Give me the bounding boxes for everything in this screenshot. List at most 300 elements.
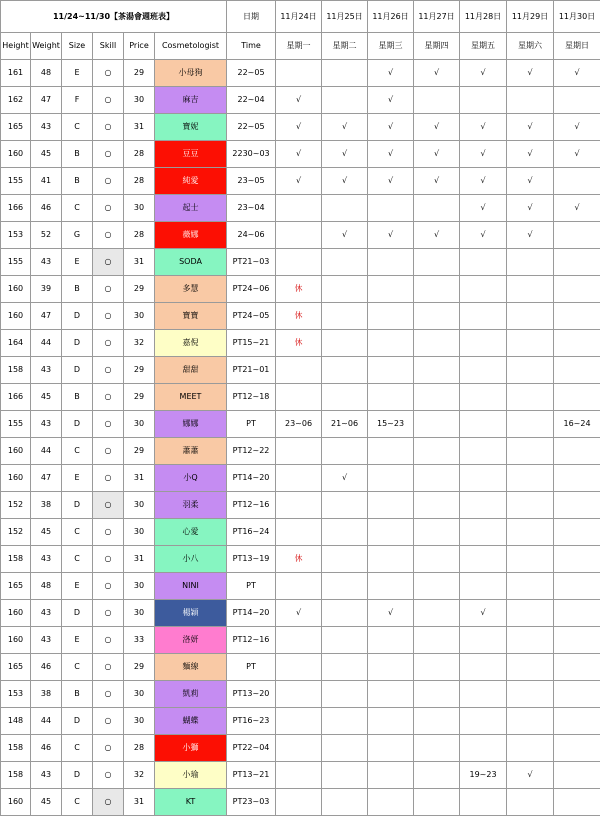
table-row — [1, 330, 600, 357]
day-cell — [276, 573, 322, 600]
day-hours: 15~23 — [368, 411, 414, 438]
height-cell: 162 — [1, 87, 31, 114]
cosmetologist-name: 小八 — [155, 546, 227, 573]
cosmetologist-name: 蕭蕭 — [155, 438, 227, 465]
weight-cell: 48 — [31, 573, 62, 600]
weekday-header: 星期二 — [322, 33, 368, 60]
day-cell — [460, 519, 507, 546]
weekday-header: 星期六 — [507, 33, 554, 60]
weight-cell: 43 — [31, 546, 62, 573]
day-hours: 19~23 — [460, 762, 507, 789]
cosmetologist-name: 寶妮 — [155, 114, 227, 141]
size-cell: C — [62, 114, 93, 141]
day-cell — [322, 384, 368, 411]
day-cell — [368, 357, 414, 384]
weight-cell: 44 — [31, 330, 62, 357]
day-cell — [368, 681, 414, 708]
day-cell — [554, 357, 600, 384]
cosmetologist-name: KT — [155, 789, 227, 816]
day-cell — [414, 330, 460, 357]
day-cell — [507, 600, 554, 627]
day-off: 休 — [276, 546, 322, 573]
day-check: √ — [276, 114, 322, 141]
table-row — [1, 411, 600, 438]
day-cell — [322, 438, 368, 465]
weight-cell: 43 — [31, 600, 62, 627]
day-cell — [368, 708, 414, 735]
column-header-weight: Weight — [31, 33, 62, 60]
size-cell: F — [62, 87, 93, 114]
table-row — [1, 357, 600, 384]
day-cell — [322, 519, 368, 546]
price-cell: 29 — [124, 438, 155, 465]
height-cell: 160 — [1, 600, 31, 627]
cosmetologist-name: 小母狗 — [155, 60, 227, 87]
day-cell — [460, 492, 507, 519]
day-cell — [554, 789, 600, 816]
day-cell — [507, 519, 554, 546]
day-check: √ — [554, 60, 600, 87]
day-cell — [322, 735, 368, 762]
date-header: 11月30日 — [554, 1, 600, 33]
day-cell — [414, 276, 460, 303]
skill-cell: ○ — [93, 438, 124, 465]
size-cell: D — [62, 357, 93, 384]
day-cell — [322, 600, 368, 627]
day-check: √ — [276, 87, 322, 114]
day-cell — [322, 789, 368, 816]
size-cell: G — [62, 222, 93, 249]
day-cell — [276, 60, 322, 87]
day-cell — [368, 276, 414, 303]
day-cell — [554, 249, 600, 276]
weight-cell: 47 — [31, 303, 62, 330]
time-cell: PT12~22 — [227, 438, 276, 465]
time-cell: 23~05 — [227, 168, 276, 195]
day-check: √ — [276, 141, 322, 168]
title-row — [1, 1, 600, 33]
skill-cell: ○ — [93, 708, 124, 735]
day-cell — [276, 465, 322, 492]
day-cell — [554, 573, 600, 600]
weekday-header: 星期一 — [276, 33, 322, 60]
day-cell — [507, 249, 554, 276]
cosmetologist-name: 純愛 — [155, 168, 227, 195]
day-cell — [414, 546, 460, 573]
size-cell: C — [62, 735, 93, 762]
day-cell — [322, 330, 368, 357]
cosmetologist-name: NINI — [155, 573, 227, 600]
day-cell — [322, 276, 368, 303]
day-cell — [460, 735, 507, 762]
day-cell — [414, 762, 460, 789]
day-cell — [322, 357, 368, 384]
skill-cell: ○ — [93, 546, 124, 573]
day-cell — [460, 384, 507, 411]
day-cell — [368, 654, 414, 681]
day-cell — [368, 546, 414, 573]
day-cell — [368, 627, 414, 654]
table-row — [1, 762, 600, 789]
size-cell: E — [62, 627, 93, 654]
height-cell: 152 — [1, 492, 31, 519]
price-cell: 28 — [124, 222, 155, 249]
cosmetologist-name: 楊穎 — [155, 600, 227, 627]
column-header-price: Price — [124, 33, 155, 60]
weight-cell: 39 — [31, 276, 62, 303]
skill-cell: ○ — [93, 168, 124, 195]
day-cell — [322, 546, 368, 573]
day-cell — [414, 654, 460, 681]
day-cell — [507, 357, 554, 384]
day-cell — [507, 303, 554, 330]
day-cell — [368, 249, 414, 276]
time-cell: 22~05 — [227, 60, 276, 87]
weight-cell: 38 — [31, 492, 62, 519]
size-cell: D — [62, 303, 93, 330]
time-cell: PT14~20 — [227, 600, 276, 627]
weight-cell: 44 — [31, 708, 62, 735]
day-cell — [460, 330, 507, 357]
day-check: √ — [507, 762, 554, 789]
day-cell — [554, 87, 600, 114]
weekday-header: 星期三 — [368, 33, 414, 60]
day-cell — [554, 492, 600, 519]
day-cell — [414, 303, 460, 330]
time-cell: PT12~18 — [227, 384, 276, 411]
day-cell — [507, 384, 554, 411]
day-cell — [322, 627, 368, 654]
day-check: √ — [368, 168, 414, 195]
day-check: √ — [276, 168, 322, 195]
height-cell: 153 — [1, 222, 31, 249]
skill-cell: ○ — [93, 357, 124, 384]
size-cell: D — [62, 492, 93, 519]
day-cell — [460, 465, 507, 492]
weight-cell: 46 — [31, 735, 62, 762]
day-cell — [276, 789, 322, 816]
day-cell — [507, 627, 554, 654]
weight-cell: 45 — [31, 384, 62, 411]
day-hours: 21~06 — [322, 411, 368, 438]
table-row — [1, 114, 600, 141]
day-check: √ — [554, 141, 600, 168]
table-row — [1, 276, 600, 303]
price-cell: 30 — [124, 87, 155, 114]
day-cell — [554, 627, 600, 654]
day-cell — [414, 195, 460, 222]
time-cell: PT16~23 — [227, 708, 276, 735]
table-row — [1, 654, 600, 681]
day-check: √ — [322, 141, 368, 168]
time-cell: PT22~04 — [227, 735, 276, 762]
cosmetologist-name: 多慧 — [155, 276, 227, 303]
day-cell — [507, 438, 554, 465]
day-check: √ — [322, 222, 368, 249]
height-cell: 148 — [1, 708, 31, 735]
size-cell: E — [62, 60, 93, 87]
price-cell: 29 — [124, 60, 155, 87]
height-cell: 158 — [1, 357, 31, 384]
table-row — [1, 708, 600, 735]
height-cell: 160 — [1, 465, 31, 492]
day-cell — [507, 465, 554, 492]
table-row — [1, 438, 600, 465]
day-off: 休 — [276, 276, 322, 303]
day-cell — [322, 708, 368, 735]
time-cell: 22~05 — [227, 114, 276, 141]
day-cell — [460, 789, 507, 816]
day-cell — [276, 222, 322, 249]
price-cell: 31 — [124, 249, 155, 276]
price-cell: 30 — [124, 681, 155, 708]
price-cell: 30 — [124, 195, 155, 222]
day-check: √ — [460, 60, 507, 87]
weight-cell: 45 — [31, 519, 62, 546]
cosmetologist-name: 小瑜 — [155, 762, 227, 789]
time-cell: PT23~03 — [227, 789, 276, 816]
day-cell — [276, 357, 322, 384]
day-cell — [368, 762, 414, 789]
time-cell: 23~04 — [227, 195, 276, 222]
weight-cell: 38 — [31, 681, 62, 708]
day-cell — [414, 384, 460, 411]
table-row — [1, 222, 600, 249]
day-cell — [414, 492, 460, 519]
price-cell: 30 — [124, 519, 155, 546]
table-row — [1, 303, 600, 330]
day-cell — [322, 249, 368, 276]
day-cell — [276, 384, 322, 411]
price-cell: 32 — [124, 762, 155, 789]
day-cell — [507, 789, 554, 816]
skill-cell: ○ — [93, 600, 124, 627]
cosmetologist-name: SODA — [155, 249, 227, 276]
day-cell — [554, 384, 600, 411]
size-cell: D — [62, 330, 93, 357]
day-cell — [507, 411, 554, 438]
table-row — [1, 384, 600, 411]
cosmetologist-name: 小Q — [155, 465, 227, 492]
day-check: √ — [414, 222, 460, 249]
day-cell — [276, 708, 322, 735]
table-row — [1, 546, 600, 573]
day-cell — [414, 411, 460, 438]
cosmetologist-name: 嘉倪 — [155, 330, 227, 357]
skill-cell: ○ — [93, 411, 124, 438]
time-cell: PT24~05 — [227, 303, 276, 330]
day-cell — [554, 519, 600, 546]
table-row — [1, 60, 600, 87]
day-check: √ — [507, 141, 554, 168]
day-cell — [414, 708, 460, 735]
skill-cell: ○ — [93, 60, 124, 87]
time-cell: PT21~03 — [227, 249, 276, 276]
day-cell — [414, 438, 460, 465]
table-row — [1, 681, 600, 708]
day-check: √ — [276, 600, 322, 627]
skill-cell: ○ — [93, 654, 124, 681]
table-row — [1, 492, 600, 519]
cosmetologist-name: 羽柔 — [155, 492, 227, 519]
cosmetologist-name: 豆豆 — [155, 141, 227, 168]
weight-cell: 43 — [31, 357, 62, 384]
price-cell: 33 — [124, 627, 155, 654]
date-header: 11月27日 — [414, 1, 460, 33]
price-cell: 31 — [124, 465, 155, 492]
day-cell — [460, 654, 507, 681]
size-cell: B — [62, 141, 93, 168]
skill-cell: ○ — [93, 519, 124, 546]
day-cell — [554, 276, 600, 303]
day-check: √ — [368, 87, 414, 114]
day-check: √ — [554, 195, 600, 222]
skill-cell: ○ — [93, 627, 124, 654]
price-cell: 30 — [124, 573, 155, 600]
table-row — [1, 87, 600, 114]
day-check: √ — [507, 114, 554, 141]
size-cell: B — [62, 681, 93, 708]
size-cell: D — [62, 762, 93, 789]
day-check: √ — [554, 114, 600, 141]
height-cell: 158 — [1, 735, 31, 762]
day-check: √ — [460, 114, 507, 141]
day-cell — [460, 276, 507, 303]
day-cell — [507, 654, 554, 681]
skill-cell: ○ — [93, 87, 124, 114]
weight-cell: 48 — [31, 60, 62, 87]
time-cell: PT — [227, 411, 276, 438]
day-check: √ — [368, 141, 414, 168]
price-cell: 29 — [124, 276, 155, 303]
day-cell — [554, 330, 600, 357]
height-cell: 160 — [1, 303, 31, 330]
price-cell: 32 — [124, 330, 155, 357]
price-cell: 31 — [124, 789, 155, 816]
skill-cell: ○ — [93, 735, 124, 762]
day-cell — [368, 195, 414, 222]
cosmetologist-name: MEET — [155, 384, 227, 411]
weight-cell: 43 — [31, 762, 62, 789]
day-check: √ — [507, 168, 554, 195]
day-check: √ — [322, 465, 368, 492]
day-cell — [460, 573, 507, 600]
header-row — [1, 33, 600, 60]
height-cell: 158 — [1, 762, 31, 789]
size-cell: E — [62, 465, 93, 492]
table-row — [1, 627, 600, 654]
size-cell: C — [62, 519, 93, 546]
time-cell: PT21~01 — [227, 357, 276, 384]
day-check: √ — [460, 195, 507, 222]
day-cell — [368, 735, 414, 762]
weight-cell: 41 — [31, 168, 62, 195]
cosmetologist-name: 小獅 — [155, 735, 227, 762]
height-cell: 160 — [1, 141, 31, 168]
skill-cell: ○ — [93, 276, 124, 303]
weight-cell: 47 — [31, 465, 62, 492]
size-cell: B — [62, 168, 93, 195]
day-cell — [507, 546, 554, 573]
skill-cell: ○ — [93, 465, 124, 492]
day-cell — [554, 708, 600, 735]
day-cell — [554, 546, 600, 573]
price-cell: 28 — [124, 168, 155, 195]
price-cell: 30 — [124, 708, 155, 735]
day-check: √ — [507, 195, 554, 222]
day-cell — [276, 654, 322, 681]
day-cell — [322, 654, 368, 681]
time-cell: PT — [227, 573, 276, 600]
day-check: √ — [414, 141, 460, 168]
cosmetologist-name: 蝴蝶 — [155, 708, 227, 735]
height-cell: 165 — [1, 573, 31, 600]
day-cell — [554, 303, 600, 330]
day-cell — [368, 573, 414, 600]
day-check: √ — [414, 168, 460, 195]
day-cell — [414, 249, 460, 276]
schedule-rows — [1, 60, 600, 816]
day-cell — [322, 762, 368, 789]
time-cell: PT12~16 — [227, 627, 276, 654]
skill-cell: ○ — [93, 195, 124, 222]
price-cell: 29 — [124, 384, 155, 411]
day-cell — [554, 438, 600, 465]
day-cell — [322, 681, 368, 708]
height-cell: 160 — [1, 276, 31, 303]
skill-cell: ○ — [93, 222, 124, 249]
date-label: 日期 — [227, 1, 276, 33]
day-check: √ — [322, 168, 368, 195]
date-header: 11月28日 — [460, 1, 507, 33]
skill-cell: ○ — [93, 681, 124, 708]
column-header-cosmetologist: Cosmetologist — [155, 33, 227, 60]
cosmetologist-name: 起士 — [155, 195, 227, 222]
day-cell — [414, 789, 460, 816]
day-cell — [460, 411, 507, 438]
day-check: √ — [368, 114, 414, 141]
day-check: √ — [507, 222, 554, 249]
day-cell — [554, 762, 600, 789]
height-cell: 166 — [1, 384, 31, 411]
column-header-time: Time — [227, 33, 276, 60]
day-check: √ — [368, 600, 414, 627]
skill-cell: ○ — [93, 330, 124, 357]
table-row — [1, 195, 600, 222]
skill-cell: ○ — [93, 492, 124, 519]
day-cell — [507, 492, 554, 519]
height-cell: 158 — [1, 546, 31, 573]
height-cell: 155 — [1, 411, 31, 438]
cosmetologist-name: 甜甜 — [155, 357, 227, 384]
price-cell: 30 — [124, 411, 155, 438]
day-cell — [276, 627, 322, 654]
day-cell — [554, 735, 600, 762]
weight-cell: 46 — [31, 654, 62, 681]
skill-cell: ○ — [93, 762, 124, 789]
table-row — [1, 573, 600, 600]
day-cell — [554, 168, 600, 195]
day-cell — [414, 600, 460, 627]
size-cell: C — [62, 195, 93, 222]
height-cell: 160 — [1, 789, 31, 816]
skill-cell: ○ — [93, 114, 124, 141]
price-cell: 30 — [124, 600, 155, 627]
table-row — [1, 600, 600, 627]
date-header: 11月25日 — [322, 1, 368, 33]
weight-cell: 52 — [31, 222, 62, 249]
time-cell: PT15~21 — [227, 330, 276, 357]
